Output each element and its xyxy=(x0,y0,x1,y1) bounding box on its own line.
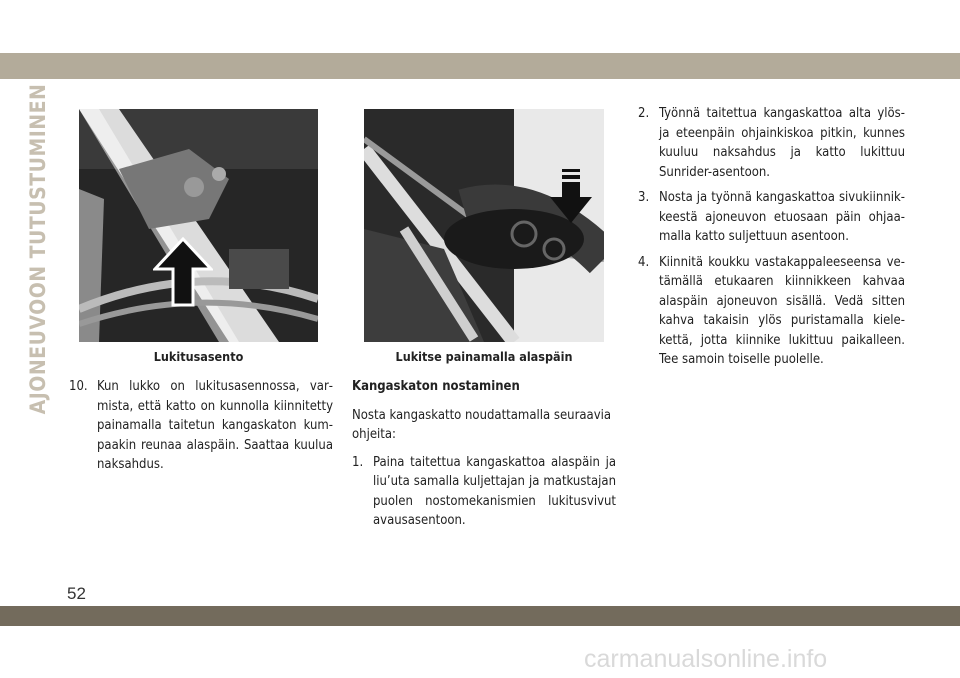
right-column xyxy=(638,104,905,376)
figure-press-down-photo xyxy=(364,109,604,342)
arrow-down-icon xyxy=(550,169,592,225)
figure-press-down-illustration xyxy=(364,109,604,342)
list-item-number: 1. xyxy=(352,454,364,470)
figure-lock-position-illustration xyxy=(79,109,318,342)
list-item xyxy=(352,453,616,531)
list-item-text: Nosta ja työnnä kangaskattoa sivukiinnikkeestä ajoneuvon etuosaan päin ohjaamalla katto suljettuun asentoon. xyxy=(659,190,905,244)
header-band xyxy=(0,53,960,79)
list-item-number: 10. xyxy=(69,379,88,394)
arrow-up-icon xyxy=(153,237,213,307)
list-item-text: Työnnä taitettua kangaskattoa alta ylös- ja eteenpäin ohjainkiskoa pitkin, kunnes kuuluu naksahdus ja katto lukittuu Sunrider-asentoon. xyxy=(659,106,905,180)
section-side-title xyxy=(23,83,53,415)
list-item xyxy=(638,104,905,182)
figure-caption-lock-position: Lukitusasento xyxy=(153,349,244,364)
figure-lock-position-photo xyxy=(79,109,318,342)
list-item-text: Kun lukko on lukitusasennossa, varmista, että katto on kunnolla kiinnitetty painamalla taitetun kangaskaton kumpaakin reunaa alaspäin. Saattaa kuulua naksahdus. xyxy=(97,379,333,472)
list-item xyxy=(69,377,333,475)
page-number: 52 xyxy=(67,584,86,603)
list-item-number: 3. xyxy=(638,190,650,205)
list-item xyxy=(638,188,905,247)
watermark-text: carmanualsonline.info xyxy=(584,645,828,673)
section-heading: Kangaskaton nostaminen xyxy=(352,379,520,394)
left-column xyxy=(69,377,333,481)
list-item-number: 2. xyxy=(638,106,650,121)
figure-caption-press-down: Lukitse painamalla alaspäin xyxy=(395,349,573,364)
section-title-text: AJONEUVOON TUTUSTUMINEN xyxy=(26,83,50,415)
list-item-number: 4. xyxy=(638,254,650,270)
list-item-text: Kiinnitä koukku vastakappaleeseensa vetämällä etukaaren kiinnikkeen kahvaa alaspäin ajoneuvon sisällä. Vedä sitten kahva takaisin ylös puristamalla kielekettä, jotta kiinnike lukittuu paikalleen. Tee samoin toiselle puolelle. xyxy=(659,254,905,367)
list-item xyxy=(638,253,905,370)
footer-band xyxy=(0,606,960,626)
intro-paragraph: Nosta kangaskatto noudattamalla seuraavia ohjeita: xyxy=(352,407,612,442)
list-item-text: Paina taitettua kangaskattoa alaspäin ja liu’uta samalla kuljettajan ja matkustajan puolen nostomekanismien lukitusvivut avausasentoon. xyxy=(373,454,616,528)
middle-column xyxy=(352,377,616,537)
